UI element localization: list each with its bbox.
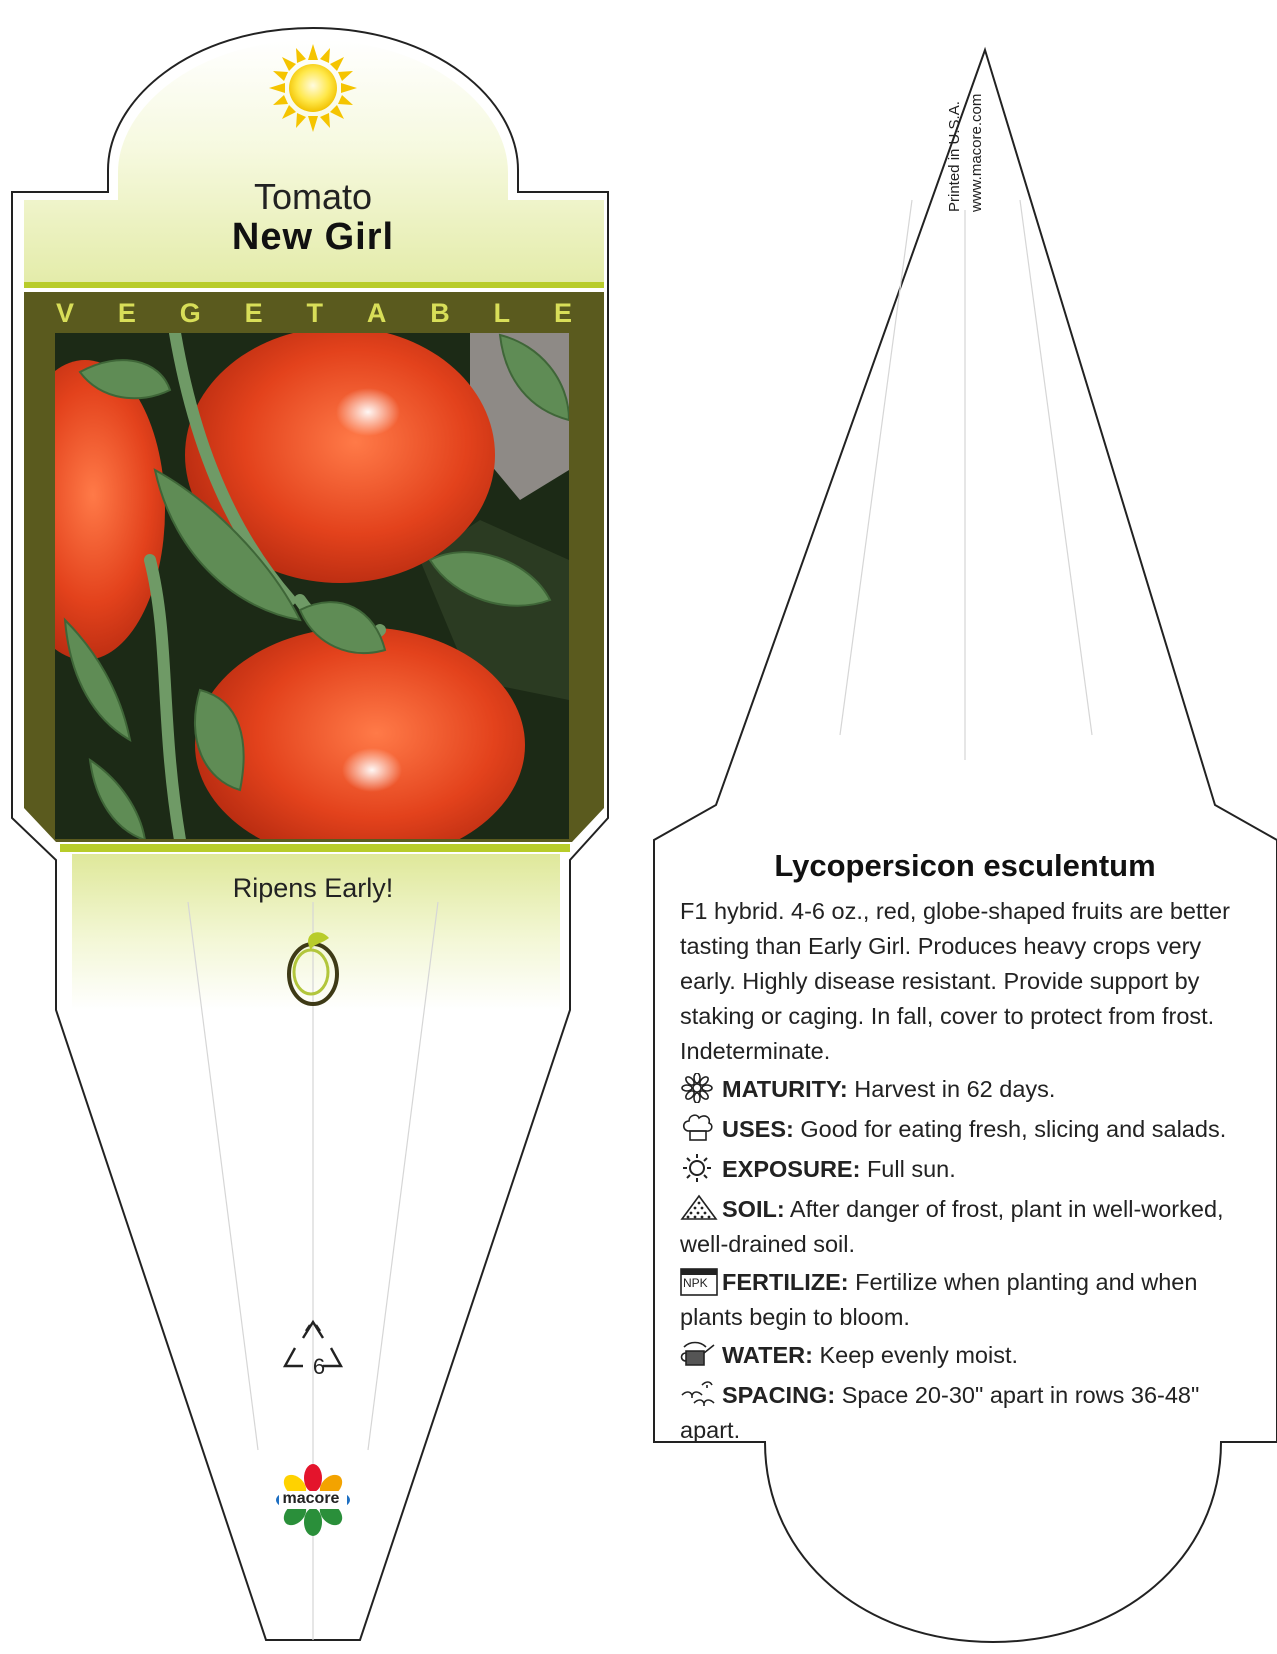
attribute-label: WATER: — [722, 1342, 813, 1368]
attribute-text: Harvest in 62 days. — [854, 1076, 1056, 1102]
category-letter: G — [179, 298, 201, 328]
category-letter: A — [366, 298, 387, 328]
attribute-label: EXPOSURE: — [722, 1156, 861, 1182]
attribute-text: Fertilize when planting and when plants begin to bloom. — [680, 1269, 1198, 1330]
description: F1 hybrid. 4-6 oz., red, globe-shaped fruits are better tasting than Early Girl. Produces heavy crops very early. Highly disease resistant. Provide support by staking or caging. In fall, cover to protect from frost. Indeterminate. — [680, 898, 1230, 1064]
npk-icon — [680, 1266, 718, 1296]
flower-icon — [680, 1073, 718, 1103]
attribute-uses — [680, 1112, 1260, 1147]
attribute-exposure — [680, 1152, 1260, 1187]
attribute-spacing — [680, 1378, 1260, 1448]
category-letter: E — [117, 298, 136, 328]
attribute-water — [680, 1338, 1260, 1373]
attribute-text: After danger of frost, plant in well-worked, well-drained soil. — [680, 1196, 1224, 1257]
product-photo — [5, 327, 569, 863]
tagline: Ripens Early! — [232, 873, 394, 903]
attribute-label: FERTILIZE: — [722, 1269, 849, 1295]
category-letter: L — [493, 298, 511, 328]
variety-name: New Girl — [231, 216, 395, 258]
watering-can-icon — [680, 1339, 718, 1369]
printed-note-block — [946, 52, 968, 212]
attribute-text: Keep evenly moist. — [819, 1342, 1019, 1368]
attribute-label: SPACING: — [722, 1382, 836, 1408]
category-letter: T — [306, 298, 323, 328]
website-block — [968, 52, 990, 212]
category-letter: B — [430, 298, 450, 328]
npk-label: NPK — [683, 1276, 708, 1290]
category-letter: V — [56, 298, 75, 328]
attribute-soil — [680, 1192, 1260, 1262]
category-banner — [56, 298, 572, 329]
front-tag — [5, 28, 608, 1640]
attribute-text: Good for eating fresh, slicing and salads. — [800, 1116, 1227, 1142]
brand-name: macore — [282, 1490, 340, 1507]
attribute-fertilize — [680, 1265, 1260, 1335]
soil-icon — [680, 1193, 718, 1223]
category-letter: E — [553, 298, 572, 328]
chef-hat-icon — [680, 1113, 718, 1143]
attribute-label: USES: — [722, 1116, 794, 1142]
attribute-text: Full sun. — [866, 1156, 956, 1182]
attribute-text: Space 20-30" apart in rows 36-48" apart. — [680, 1382, 1200, 1443]
attribute-label: SOIL: — [722, 1196, 785, 1222]
sun-outline-icon — [680, 1153, 718, 1183]
spacing-icon — [680, 1379, 718, 1409]
attribute-maturity — [680, 1072, 1260, 1107]
attribute-label: MATURITY: — [722, 1076, 848, 1102]
recycling-code: 6 — [312, 1354, 326, 1379]
printed-note: Printed in U.S.A. — [946, 101, 963, 212]
category-letter: E — [244, 298, 263, 328]
website: www.macore.com — [968, 93, 985, 212]
sun-icon — [269, 44, 357, 132]
common-name: Tomato — [253, 176, 373, 217]
botanical-name: Lycopersicon esculentum — [774, 848, 1156, 883]
